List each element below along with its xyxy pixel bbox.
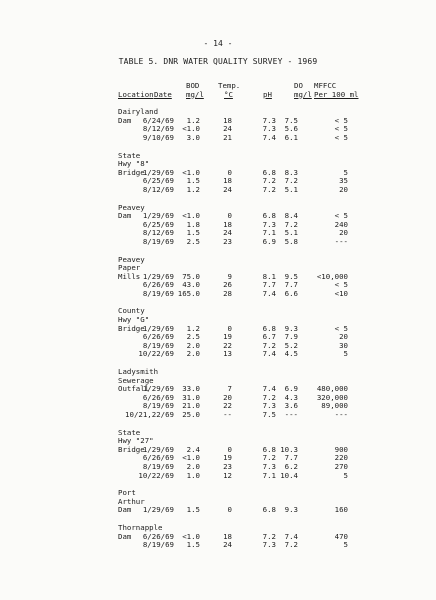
bod-value: 75.0 [182, 271, 200, 281]
mffcc-value: < 5 [334, 124, 348, 134]
sample-date: 8/12/69 [142, 184, 174, 194]
temp-value: 18 [223, 176, 232, 186]
temp-value: 18 [223, 219, 232, 229]
sample-date: 6/25/69 [142, 219, 174, 229]
sample-date: 10/22/69 [138, 349, 174, 359]
do-value: 9.5 [284, 271, 298, 281]
temp-value: 19 [223, 453, 232, 463]
ph-value: 7.4 [262, 349, 276, 359]
table-row [118, 472, 348, 481]
temp-value: 24 [223, 124, 232, 134]
site-name-line: Dam [118, 505, 132, 515]
table-row [118, 489, 348, 498]
sample-date: 8/19/69 [142, 401, 174, 411]
site-name-line: State [118, 427, 141, 437]
bod-value: <1.0 [182, 211, 200, 221]
mffcc-value: < 5 [334, 323, 348, 333]
bod-value: 1.5 [186, 540, 200, 550]
site-name-line: County [118, 306, 145, 316]
do-value: 7.2 [284, 540, 298, 550]
header-location: Location [118, 89, 154, 99]
bod-value: <1.0 [182, 124, 200, 134]
do-value: 5.2 [284, 340, 298, 350]
sample-date: 6/26/69 [142, 453, 174, 463]
mffcc-value: 5 [343, 470, 348, 480]
mffcc-value: --- [334, 236, 348, 246]
bod-value: 1.5 [186, 176, 200, 186]
mffcc-value: <10,000 [316, 271, 348, 281]
site-name-line: State [118, 150, 141, 160]
table-row [118, 541, 348, 550]
ph-value: 7.3 [262, 401, 276, 411]
sample-date: 10/21,22/69 [125, 410, 174, 419]
sample-date: 10/22/69 [138, 470, 174, 480]
header-temp: Temp. [218, 81, 241, 90]
ph-value: 6.8 [262, 323, 276, 333]
temp-value: 0 [227, 444, 232, 454]
site-name-line: Bridge [118, 444, 145, 454]
sample-date: 6/26/69 [142, 280, 174, 290]
bod-value: 2.5 [186, 332, 200, 342]
mffcc-value: 35 [339, 176, 348, 186]
sample-date: 1/29/69 [142, 384, 174, 394]
mffcc-value: 480,000 [316, 384, 348, 394]
table-row [118, 290, 348, 299]
site-name-line: Dairyland [118, 107, 159, 117]
do-value: 5.1 [284, 184, 298, 194]
bod-value: 2.5 [186, 236, 200, 246]
header-mffcc: MFFCC [314, 81, 337, 90]
site-name-line: Bridge [118, 167, 145, 177]
do-value: 4.3 [284, 392, 298, 402]
table-row [118, 134, 348, 143]
site-block [118, 489, 348, 524]
site-block [118, 108, 348, 151]
bod-value: 2.0 [186, 340, 200, 350]
mffcc-value: 89,000 [321, 401, 348, 411]
do-value: 3.6 [284, 401, 298, 411]
site-name-line: Hwy "8" [118, 159, 150, 169]
mffcc-value: 220 [334, 453, 348, 463]
bod-value: <1.0 [182, 531, 200, 541]
bod-value: 21.0 [182, 401, 200, 411]
bod-value: 1.2 [186, 184, 200, 194]
mffcc-value: 900 [334, 444, 348, 454]
sample-date: 1/29/69 [142, 167, 174, 177]
do-value: 7.4 [284, 531, 298, 541]
do-value: 6.9 [284, 384, 298, 394]
bod-value: 25.0 [182, 410, 200, 419]
header-do: DO [294, 81, 303, 90]
do-value: 8.4 [284, 211, 298, 221]
do-value: 8.3 [284, 167, 298, 177]
ph-value: 7.3 [262, 124, 276, 134]
ph-value: 7.2 [262, 176, 276, 186]
site-name-line: Mills [118, 271, 141, 281]
ph-value: 8.1 [262, 271, 276, 281]
temp-value: 7 [227, 384, 232, 394]
bod-value: 1.5 [186, 505, 200, 515]
ph-value: 6.8 [262, 167, 276, 177]
ph-value: 7.2 [262, 453, 276, 463]
bod-value: 1.0 [186, 470, 200, 480]
header-temp-unit: °C [224, 89, 233, 99]
site-name-line: Peavey [118, 254, 145, 264]
temp-value: 9 [227, 271, 232, 281]
ph-value: 7.1 [262, 228, 276, 238]
temp-value: 18 [223, 531, 232, 541]
do-value: 10.4 [280, 470, 298, 480]
mffcc-value: 5 [343, 349, 348, 359]
site-name-line: Dam [118, 531, 132, 541]
header-mffcc-unit: Per 100 ml [314, 89, 359, 99]
mffcc-value: 20 [339, 228, 348, 238]
table-title: TABLE 5. DNR WATER QUALITY SURVEY - 1969 [118, 57, 318, 66]
bod-value: <1.0 [182, 453, 200, 463]
bod-value: 33.0 [182, 384, 200, 394]
mffcc-value: < 5 [334, 211, 348, 221]
water-quality-table [118, 81, 359, 559]
sample-date: 8/19/69 [142, 340, 174, 350]
table-row [118, 238, 348, 247]
bod-value: 2.0 [186, 461, 200, 471]
mffcc-value: --- [334, 410, 348, 419]
sample-date: 8/12/69 [142, 228, 174, 238]
do-value: 6.1 [284, 132, 298, 142]
site-name-line: Thornapple [118, 522, 163, 532]
site-name-line: Outfall [118, 384, 150, 394]
ph-value: 7.3 [262, 219, 276, 229]
sample-date: 6/26/69 [142, 392, 174, 402]
mffcc-value: 470 [334, 531, 348, 541]
site-name-line: Hwy "G" [118, 315, 150, 325]
site-block [118, 152, 348, 204]
temp-value: 22 [223, 401, 232, 411]
table-row [118, 152, 348, 161]
temp-value: 24 [223, 540, 232, 550]
header-bod: BOD [186, 81, 200, 90]
mffcc-value: 20 [339, 332, 348, 342]
site-block [118, 368, 348, 429]
sample-date: 6/25/69 [142, 176, 174, 186]
ph-value: 7.5 [262, 410, 276, 419]
bod-value: 1.8 [186, 219, 200, 229]
site-block [118, 204, 348, 256]
header-date: Date [154, 89, 172, 99]
ph-value: 6.9 [262, 236, 276, 246]
mffcc-value: 20 [339, 184, 348, 194]
temp-value: 0 [227, 505, 232, 515]
site-name-line: Sewerage [118, 375, 154, 385]
site-name-line: Port [118, 488, 136, 498]
table-row [118, 411, 348, 420]
temp-value: 12 [223, 470, 232, 480]
temp-value: 19 [223, 332, 232, 342]
sample-date: 8/12/69 [142, 124, 174, 134]
header-row-bottom [118, 89, 359, 100]
sample-date: 6/24/69 [142, 115, 174, 125]
sample-date: 1/29/69 [142, 444, 174, 454]
do-value: 7.7 [284, 280, 298, 290]
ph-value: 6.8 [262, 505, 276, 515]
do-value: --- [284, 410, 298, 419]
temp-value: 26 [223, 280, 232, 290]
temp-value: 21 [223, 132, 232, 142]
temp-value: 24 [223, 228, 232, 238]
ph-value: 7.4 [262, 384, 276, 394]
ph-value: 7.1 [262, 470, 276, 480]
temp-value: 23 [223, 461, 232, 471]
site-name-line: Ladysmith [118, 367, 159, 377]
site-name-line: Hwy "27" [118, 436, 154, 446]
mffcc-value: < 5 [334, 115, 348, 125]
bod-value: 2.0 [186, 349, 200, 359]
do-value: 7.2 [284, 176, 298, 186]
site-name-line: Dam [118, 211, 132, 221]
bod-value: 31.0 [182, 392, 200, 402]
ph-value: 7.7 [262, 280, 276, 290]
table-row [118, 506, 348, 515]
sample-date: 8/19/69 [142, 461, 174, 471]
ph-value: 7.3 [262, 461, 276, 471]
do-value: 7.2 [284, 219, 298, 229]
sample-date: 8/19/69 [142, 288, 174, 298]
ph-value: 7.2 [262, 531, 276, 541]
temp-value: 13 [223, 349, 232, 359]
ph-value: 6.8 [262, 211, 276, 221]
site-block [118, 307, 348, 368]
bod-value: 1.2 [186, 323, 200, 333]
mffcc-value: < 5 [334, 132, 348, 142]
mffcc-value: 160 [334, 505, 348, 515]
sample-date: 8/19/69 [142, 540, 174, 550]
table-row [118, 186, 348, 195]
ph-value: 7.2 [262, 184, 276, 194]
temp-value: 24 [223, 184, 232, 194]
sample-date: 9/10/69 [142, 132, 174, 142]
mffcc-value: 320,000 [316, 392, 348, 402]
do-value: 4.5 [284, 349, 298, 359]
temp-value: -- [223, 410, 232, 419]
table-row [118, 307, 348, 316]
do-value: 9.3 [284, 505, 298, 515]
sample-date: 6/26/69 [142, 531, 174, 541]
ph-value: 7.3 [262, 115, 276, 125]
table-row [118, 350, 348, 359]
site-name-line: Paper [118, 263, 141, 273]
mffcc-value: 270 [334, 461, 348, 471]
bod-value: 1.2 [186, 115, 200, 125]
bod-value: <1.0 [182, 167, 200, 177]
temp-value: 20 [223, 392, 232, 402]
do-value: 6.2 [284, 461, 298, 471]
ph-value: 6.8 [262, 444, 276, 454]
mffcc-value: 30 [339, 340, 348, 350]
bod-value: 2.4 [186, 444, 200, 454]
header-bod-unit: mg/l [186, 89, 204, 99]
site-block [118, 256, 348, 308]
temp-value: 0 [227, 211, 232, 221]
ph-value: 7.4 [262, 132, 276, 142]
sample-date: 8/19/69 [142, 236, 174, 246]
bod-value: 43.0 [182, 280, 200, 290]
mffcc-value: < 5 [334, 280, 348, 290]
mffcc-value: 240 [334, 219, 348, 229]
do-value: 7.7 [284, 453, 298, 463]
temp-value: 0 [227, 167, 232, 177]
bod-value: 1.5 [186, 228, 200, 238]
site-name-line: Arthur [118, 496, 145, 506]
temp-value: 0 [227, 323, 232, 333]
do-value: 6.6 [284, 288, 298, 298]
ph-value: 7.2 [262, 340, 276, 350]
header-do-unit: mg/l [294, 89, 312, 99]
site-block [118, 429, 348, 490]
site-name-line: Dam [118, 115, 132, 125]
bod-value: 3.0 [186, 132, 200, 142]
temp-value: 22 [223, 340, 232, 350]
header-ph: pH [263, 89, 272, 99]
sample-date: 1/29/69 [142, 211, 174, 221]
do-value: 7.9 [284, 332, 298, 342]
do-value: 5.6 [284, 124, 298, 134]
do-value: 7.5 [284, 115, 298, 125]
do-value: 5.8 [284, 236, 298, 246]
do-value: 9.3 [284, 323, 298, 333]
site-name-line: Peavey [118, 202, 145, 212]
sample-date: 6/26/69 [142, 332, 174, 342]
mffcc-value: 5 [343, 167, 348, 177]
do-value: 5.1 [284, 228, 298, 238]
mffcc-value: <10 [334, 288, 348, 298]
ph-value: 7.4 [262, 288, 276, 298]
temp-value: 18 [223, 115, 232, 125]
site-block [118, 524, 348, 559]
mffcc-value: 5 [343, 540, 348, 550]
page-number: - 14 - [203, 39, 233, 48]
temp-value: 28 [223, 288, 232, 298]
temp-value: 23 [223, 236, 232, 246]
sample-date: 1/29/69 [142, 323, 174, 333]
do-value: 10.3 [280, 444, 298, 454]
ph-value: 7.2 [262, 392, 276, 402]
bod-value: 165.0 [177, 288, 200, 298]
sample-date: 1/29/69 [142, 271, 174, 281]
ph-value: 7.3 [262, 540, 276, 550]
site-name-line: Bridge [118, 323, 145, 333]
table-row [118, 256, 348, 265]
sample-date: 1/29/69 [142, 505, 174, 515]
ph-value: 6.7 [262, 332, 276, 342]
